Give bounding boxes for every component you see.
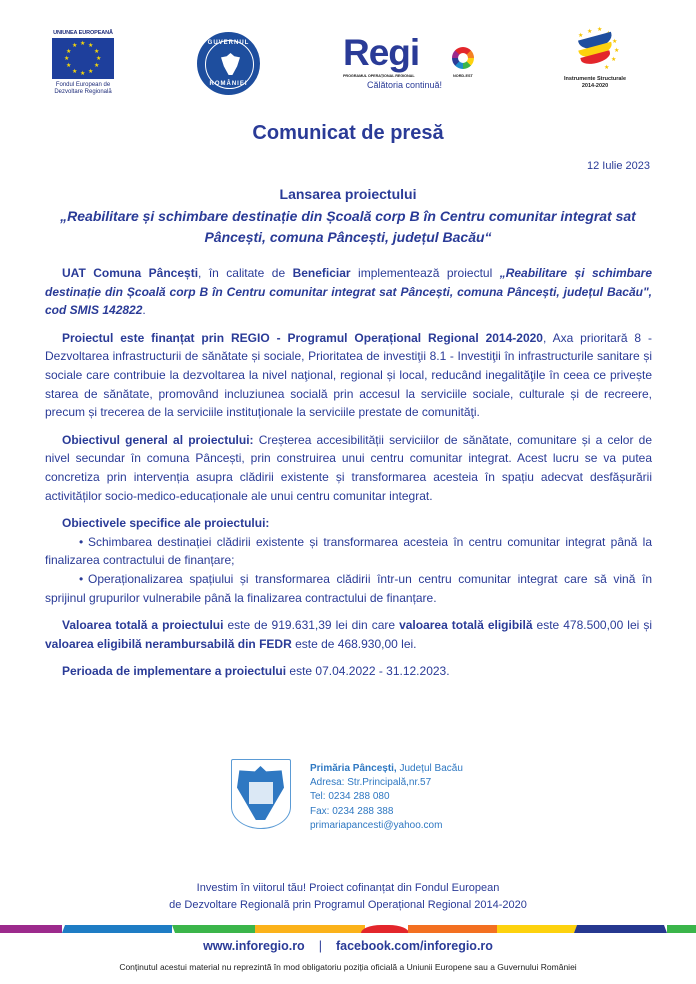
non-refundable-label: valoarea eligibilă nerambursabilă din FEDR [45, 636, 292, 651]
gov-logo-top-text: GUVERNUL [207, 40, 250, 46]
general-objective-label: Obiectivul general al proiectului: [62, 432, 254, 447]
non-refundable-text: este de 468.930,00 lei. [291, 636, 417, 651]
regio-logo [343, 32, 478, 96]
regio-region-text: NORD-EST [453, 74, 473, 78]
document-date: 12 Iulie 2023 [587, 160, 650, 172]
regio-wordmark: Regi [343, 32, 420, 73]
bullet-icon: • [79, 534, 84, 549]
specific-objectives-heading [45, 514, 652, 533]
contact-block [310, 762, 463, 833]
general-objective-text: Creșterea accesibilității serviciilor de sănătate, comunitare și a celor de nivel secundar în comuna Pâncești, prin construirea unui centru comunitar integrat. Acest lucru se va putea concretiza prin intervenția asupra clădirii existente și transformarea acesteia în spațiu adecvat desfășurării activităților socio-medico-educaționale ale unui centru comunitar integrat. [45, 432, 652, 503]
paragraph-beneficiary [45, 264, 652, 320]
total-value-text: este de 919.631,39 lei din care [223, 618, 400, 633]
paragraph-financing [45, 329, 652, 422]
guvernul-romaniei-logo [197, 32, 260, 95]
is-logo-line2: 2014-2020 [581, 82, 609, 89]
implementation-period-text: este 07.04.2022 - 31.12.2023. [286, 664, 450, 679]
paragraph-project-value [45, 616, 652, 653]
inforegio-facebook-link[interactable]: facebook.com/inforegio.ro [335, 939, 493, 953]
town-hall-name: Primăria Pâncești, [310, 763, 397, 774]
footer-links [0, 939, 696, 953]
financing-details: , Axa prioritară 8 - Dezvoltarea infrastructurii de sănătate și sociale, Prioritatea de investiţii 8.1 - Investiţii în infrastructurile sanitare și sociale care contribuie la dezvoltarea la nivel naţional, regional și local, reducând inegalităţile în ceea ce privește starea de sănătate, promovând incluziunea socială prin accesul la serviciile sociale, culturale și de recreere, precum și trecerea de la serviciile instituționale la serviciile prestate de comunităţi. [45, 330, 652, 420]
contact-phone: Tel: 0234 288 080 [310, 791, 390, 803]
eligible-value-label: valoarea totală eligibilă [399, 618, 533, 633]
county: Județul Bacău [396, 763, 463, 774]
specific-objectives-label: Obiectivele specifice ale proiectului: [62, 516, 270, 531]
bullet-text: Operaționalizarea spațiului și transformarea clădirii într-un centru comunitar integrat care să vină în sprijinul grupurilor vulnerabile până la finalizarea contractului de finanțare. [45, 571, 652, 605]
beneficiary-label: Beneficiar [292, 266, 351, 280]
bullet-text: Schimbarea destinației clădirii existente și transformarea acesteia în centru comunitar integrat până la finalizarea contractului de finanțare; [45, 534, 652, 568]
document-body [45, 264, 652, 690]
cofinancing-line2: de Dezvoltare Regională prin Programul Operațional Regional 2014-2020 [169, 899, 527, 911]
text: , în calitate de [198, 266, 293, 280]
financing-program: Proiectul este finanțat prin REGIO - Programul Operațional Regional 2014-2020 [62, 330, 543, 345]
eu-fedr-logo [50, 30, 116, 96]
list-item [45, 533, 652, 570]
legal-disclaimer: Conținutul acestui material nu reprezintă în mod obligatoriu poziția oficială a Uniunii Europene sau a Guvernului României [119, 962, 577, 972]
is-logo-line1: Instrumente Structurale [563, 76, 627, 82]
inforegio-website-link[interactable]: www.inforegio.ro [203, 939, 305, 953]
contact-email[interactable]: primariapancesti@yahoo.com [310, 819, 443, 831]
text: implementează proiectul [350, 266, 500, 280]
gov-logo-bottom-text: ROMÂNIEI [209, 81, 248, 87]
instrumente-structurale-logo [555, 28, 635, 89]
contact-name-line [310, 762, 463, 776]
page-title: Comunicat de presă [252, 122, 444, 144]
eu-logo-top-text: UNIUNEA EUROPEANĂ [53, 30, 113, 36]
beneficiary-name: UAT Comuna Pâncești [62, 266, 199, 280]
color-band-divider [0, 925, 696, 933]
paragraph-general-objective [45, 431, 652, 505]
total-value-label: Valoarea totală a proiectului [62, 618, 224, 633]
cofinancing-statement [0, 880, 696, 914]
link-separator: | [318, 939, 322, 953]
regio-program-text: PROGRAMUL OPERAȚIONAL REGIONAL [343, 74, 415, 78]
text: . [142, 303, 146, 318]
coat-of-arms-crest-icon [231, 759, 291, 829]
project-title: „Reabilitare și schimbare destinație din Școală corp B în Centru comunitar integrat sat Pâncești, comuna Pâncești, județul Bacău“ [60, 208, 636, 245]
implementation-period-label: Perioada de implementare a proiectului [62, 664, 287, 679]
eu-flag-icon: ★ ★ ★ ★ ★ ★ ★ ★ ★ ★ ★ ★ [52, 38, 114, 79]
contact-fax: Fax: 0234 288 388 [310, 805, 394, 817]
subtitle-heading: Lansarea proiectului [279, 186, 417, 202]
list-item [45, 570, 652, 607]
regio-tagline: Călătoria continuă! [367, 80, 443, 90]
paragraph-implementation-period [45, 662, 652, 681]
eu-logo-bottom-line2: Dezvoltare Regională [54, 89, 112, 95]
cofinancing-line1: Investim în viitorul tău! Proiect cofinanțat din Fondul European [196, 882, 500, 894]
bullet-icon: • [79, 571, 84, 586]
eu-logo-bottom-line1: Fondul European de [55, 82, 111, 88]
instrumente-structurale-icon: ★ ★ ★ ★ ★ ★ ★ [578, 27, 620, 71]
project-name-smis: „Reabilitare și schimbare destinație din Școală corp B în Centru comunitar integrat sat Pâncești, comuna Pâncești, județul Bacău", cod SMIS 142822 [45, 266, 653, 318]
regio-color-ring-icon [452, 47, 474, 69]
contact-address: Adresa: Str.Principală,nr.57 [310, 777, 432, 789]
eligible-value-text: este 478.500,00 lei și [532, 618, 652, 633]
